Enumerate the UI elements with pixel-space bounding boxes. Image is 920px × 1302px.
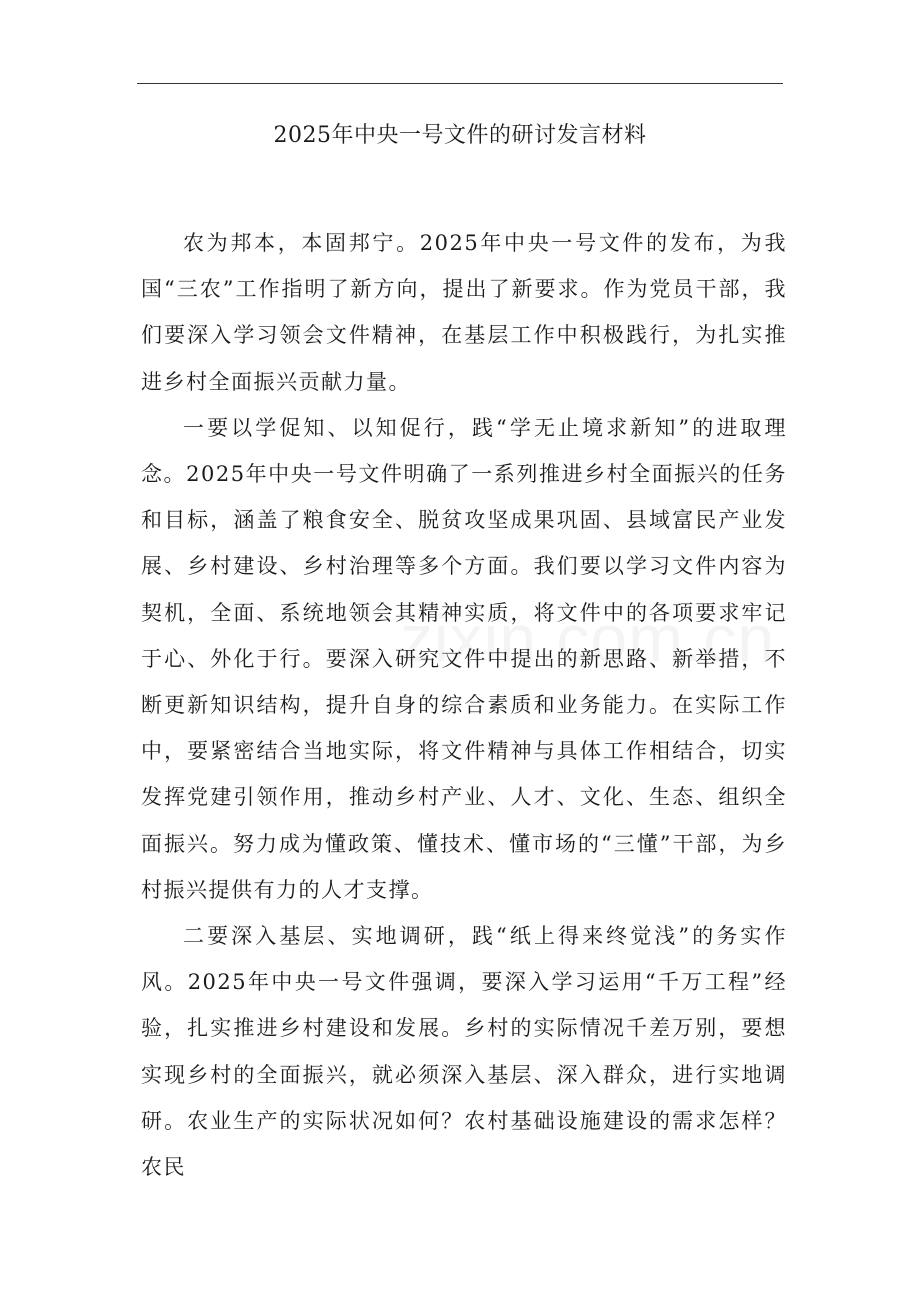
paragraph-point-two: 二要深入基层、实地调研，践“纸上得来终觉浅”的务实作风。2025年中央一号文件强调，要深入学习运用“千万工程”经验，扎实推进乡村建设和发展。乡村的实际情况千差万别，要想实现乡村的全面振兴，就必须深入基层、深入群众，进行实地调研。农业生产的实际状况如何？农村基础设施建设的需求怎样？农民 (141, 924, 787, 1180)
paragraph-point-one: 一要以学促知、以知促行，践“学无止境求新知”的进取理念。2025年中央一号文件明确了一系列推进乡村全面振兴的任务和目标，涵盖了粮食安全、脱贫攻坚成果巩固、县域富民产业发展、乡村建设、乡村治理等多个方面。我们要以学习文件内容为契机，全面、系统地领会其精神实质，将文件中的各项要求牢记于心、外化于行。要深入研究文件中提出的新思路、新举措，不断更新知识结构，提升自身的综合素质和业务能力。在实际工作中，要紧密结合当地实际，将文件精神与具体工作相结合，切实发挥党建引领作用，推动乡村产业、人才、文化、生态、组织全面振兴。努力成为懂政策、懂技术、懂市场的“三懂”干部，为乡村振兴提供有力的人才支撑。 (141, 415, 787, 902)
paragraph-intro: 农为邦本，本固邦宁。2025年中央一号文件的发布，为我国“三农”工作指明了新方向，提出了新要求。作为党员干部，我们要深入学习领会文件精神，在基层工作中积极践行，为扎实推进乡村全面振兴贡献力量。 (141, 231, 787, 394)
document-body (141, 220, 787, 1190)
header-rule (137, 83, 783, 84)
document-title: 2025年中央一号文件的研讨发言材料 (273, 123, 647, 148)
